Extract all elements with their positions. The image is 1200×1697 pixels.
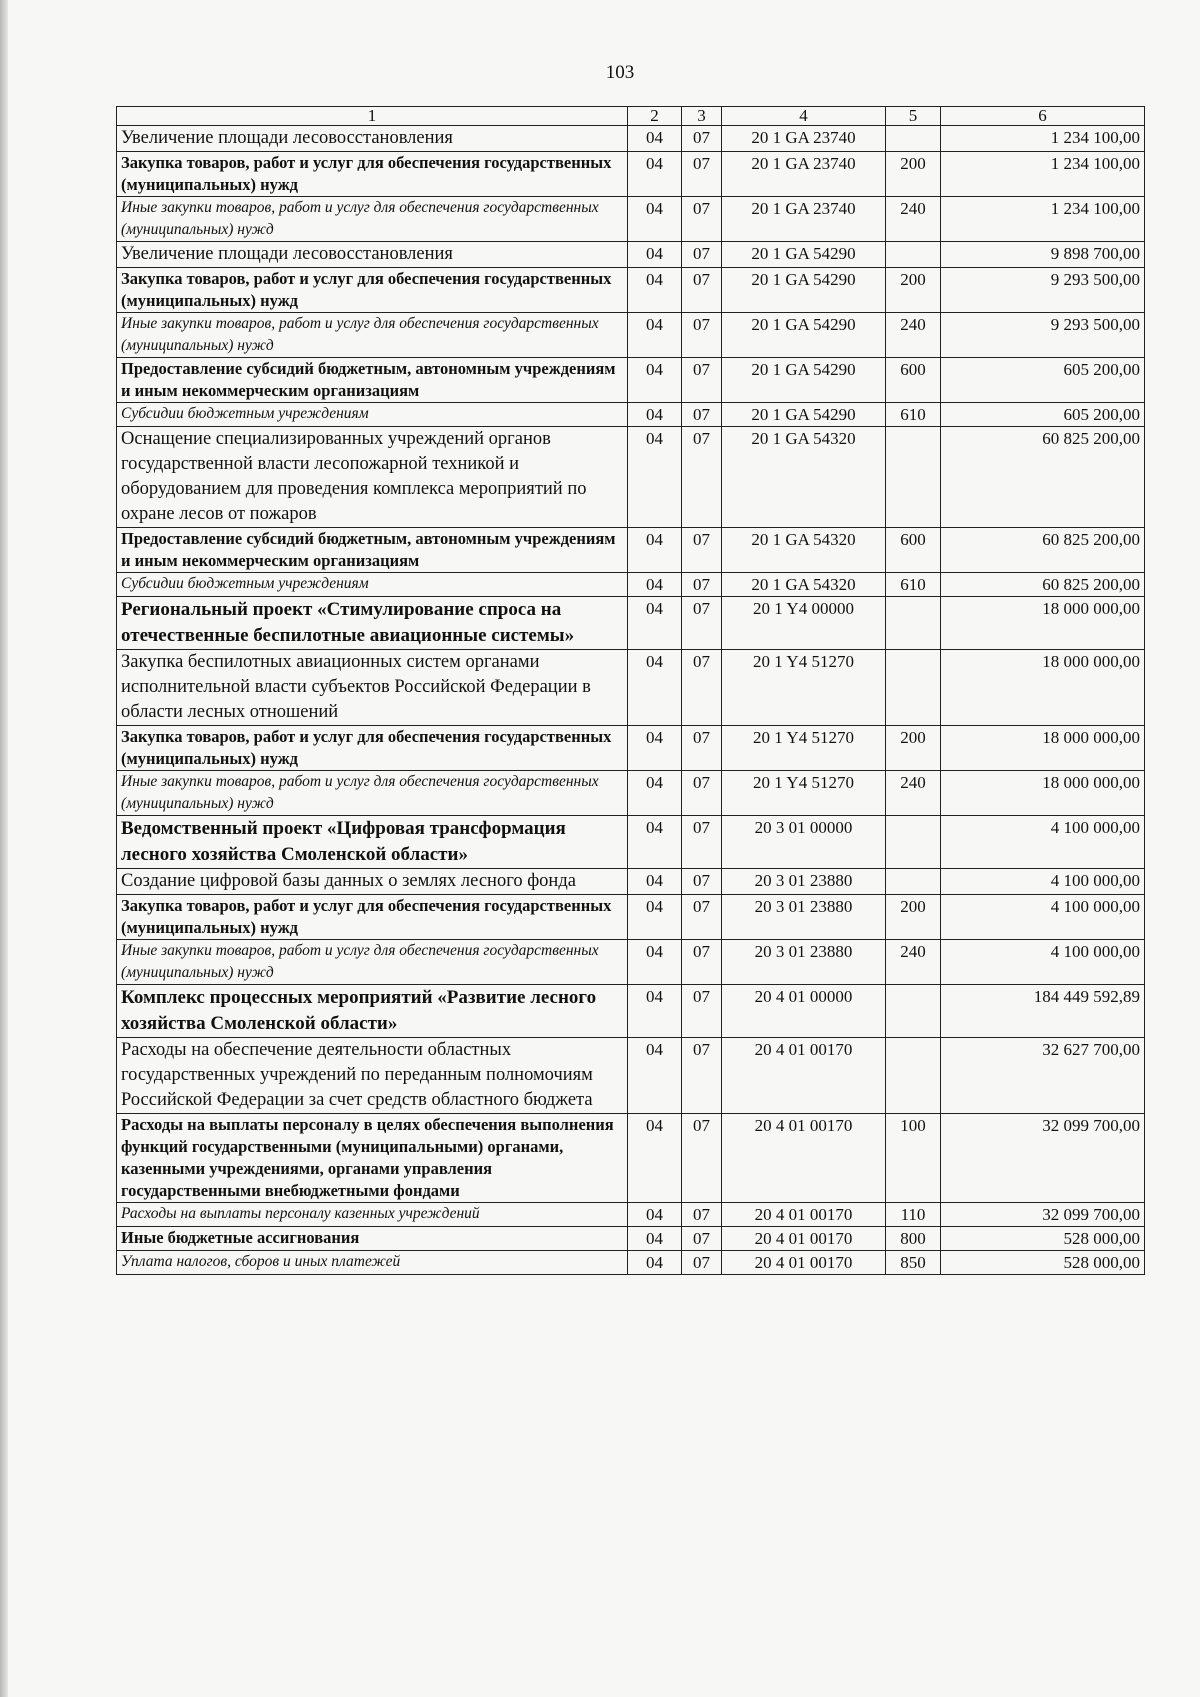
row-section-cell: 04 — [628, 268, 682, 313]
row-expense-type-cell — [886, 427, 941, 528]
row-subsection-cell: 07 — [682, 940, 722, 985]
row-expense-type-cell: 200 — [886, 895, 941, 940]
table-row — [117, 771, 1145, 816]
row-name-cell: Комплекс процессных мероприятий «Развитие лесного хозяйства Смоленской области» — [117, 985, 628, 1038]
row-amount-cell: 32 099 700,00 — [941, 1203, 1145, 1227]
row-amount-cell: 9 293 500,00 — [941, 313, 1145, 358]
row-amount-cell: 528 000,00 — [941, 1251, 1145, 1275]
row-target-code-cell: 20 1 Y4 51270 — [722, 771, 886, 816]
row-expense-type-cell: 800 — [886, 1227, 941, 1251]
table-row — [117, 1114, 1145, 1203]
row-section-cell: 04 — [628, 403, 682, 427]
row-subsection-cell: 07 — [682, 427, 722, 528]
row-subsection-cell: 07 — [682, 152, 722, 197]
row-section-cell: 04 — [628, 895, 682, 940]
row-section-cell: 04 — [628, 126, 682, 152]
row-section-cell: 04 — [628, 1251, 682, 1275]
row-name-cell: Закупка беспилотных авиационных систем органами исполнительной власти субъектов Российской Федерации в области лесных отношений — [117, 650, 628, 726]
row-section-cell: 04 — [628, 726, 682, 771]
row-amount-cell: 1 234 100,00 — [941, 197, 1145, 242]
table-row — [117, 126, 1145, 152]
row-target-code-cell: 20 1 Y4 00000 — [722, 597, 886, 650]
row-name-cell: Увеличение площади лесовосстановления — [117, 242, 628, 268]
table-row — [117, 597, 1145, 650]
row-target-code-cell: 20 3 01 00000 — [722, 816, 886, 869]
row-name-cell: Уплата налогов, сборов и иных платежей — [117, 1251, 628, 1275]
row-name-cell: Увеличение площади лесовосстановления — [117, 126, 628, 152]
row-subsection-cell: 07 — [682, 985, 722, 1038]
row-expense-type-cell: 200 — [886, 268, 941, 313]
row-subsection-cell: 07 — [682, 242, 722, 268]
row-amount-cell: 60 825 200,00 — [941, 528, 1145, 573]
row-amount-cell: 60 825 200,00 — [941, 573, 1145, 597]
row-amount-cell: 18 000 000,00 — [941, 771, 1145, 816]
table-row — [117, 197, 1145, 242]
row-expense-type-cell: 240 — [886, 940, 941, 985]
row-target-code-cell: 20 1 GA 23740 — [722, 126, 886, 152]
row-name-cell: Расходы на выплаты персоналу в целях обеспечения выполнения функций государственными (муниципальными) органами, казенными учреждениями, органами управления государственными внебюджетными фондами — [117, 1114, 628, 1203]
row-target-code-cell: 20 1 GA 54320 — [722, 427, 886, 528]
row-section-cell: 04 — [628, 597, 682, 650]
row-amount-cell: 9 293 500,00 — [941, 268, 1145, 313]
table-row — [117, 528, 1145, 573]
table-row — [117, 1227, 1145, 1251]
row-expense-type-cell — [886, 597, 941, 650]
row-section-cell: 04 — [628, 427, 682, 528]
row-amount-cell: 528 000,00 — [941, 1227, 1145, 1251]
header-cell-4: 4 — [722, 107, 886, 126]
row-name-cell: Закупка товаров, работ и услуг для обеспечения государственных (муниципальных) нужд — [117, 268, 628, 313]
row-subsection-cell: 07 — [682, 1038, 722, 1114]
row-target-code-cell: 20 4 01 00170 — [722, 1227, 886, 1251]
table-row — [117, 985, 1145, 1038]
row-subsection-cell: 07 — [682, 197, 722, 242]
row-expense-type-cell: 200 — [886, 726, 941, 771]
row-subsection-cell: 07 — [682, 597, 722, 650]
row-expense-type-cell: 200 — [886, 152, 941, 197]
row-amount-cell: 9 898 700,00 — [941, 242, 1145, 268]
row-expense-type-cell: 110 — [886, 1203, 941, 1227]
row-amount-cell: 4 100 000,00 — [941, 869, 1145, 895]
row-amount-cell: 32 627 700,00 — [941, 1038, 1145, 1114]
row-subsection-cell: 07 — [682, 1227, 722, 1251]
row-name-cell: Региональный проект «Стимулирование спроса на отечественные беспилотные авиационные системы» — [117, 597, 628, 650]
row-section-cell: 04 — [628, 242, 682, 268]
row-name-cell: Субсидии бюджетным учреждениям — [117, 573, 628, 597]
row-amount-cell: 60 825 200,00 — [941, 427, 1145, 528]
row-target-code-cell: 20 3 01 23880 — [722, 940, 886, 985]
table-row — [117, 403, 1145, 427]
table-row — [117, 1203, 1145, 1227]
row-expense-type-cell — [886, 650, 941, 726]
row-target-code-cell: 20 1 Y4 51270 — [722, 726, 886, 771]
row-subsection-cell: 07 — [682, 1251, 722, 1275]
row-subsection-cell: 07 — [682, 528, 722, 573]
header-cell-5: 5 — [886, 107, 941, 126]
row-target-code-cell: 20 1 GA 54290 — [722, 268, 886, 313]
row-amount-cell: 18 000 000,00 — [941, 726, 1145, 771]
row-expense-type-cell: 610 — [886, 573, 941, 597]
row-target-code-cell: 20 3 01 23880 — [722, 869, 886, 895]
row-subsection-cell: 07 — [682, 358, 722, 403]
row-name-cell: Закупка товаров, работ и услуг для обеспечения государственных (муниципальных) нужд — [117, 726, 628, 771]
table-row — [117, 152, 1145, 197]
row-section-cell: 04 — [628, 985, 682, 1038]
table-body — [117, 107, 1145, 1275]
table-row — [117, 573, 1145, 597]
row-expense-type-cell: 100 — [886, 1114, 941, 1203]
row-expense-type-cell — [886, 869, 941, 895]
row-expense-type-cell — [886, 126, 941, 152]
row-section-cell: 04 — [628, 528, 682, 573]
row-amount-cell: 1 234 100,00 — [941, 152, 1145, 197]
table-row — [117, 650, 1145, 726]
row-name-cell: Предоставление субсидий бюджетным, автономным учреждениям и иным некоммерческим организациям — [117, 358, 628, 403]
row-amount-cell: 18 000 000,00 — [941, 650, 1145, 726]
header-cell-6: 6 — [941, 107, 1145, 126]
row-subsection-cell: 07 — [682, 1114, 722, 1203]
row-name-cell: Расходы на обеспечение деятельности областных государственных учреждений по переданным полномочиям Российской Федерации за счет средств областного бюджета — [117, 1038, 628, 1114]
row-section-cell: 04 — [628, 650, 682, 726]
table-row — [117, 242, 1145, 268]
row-amount-cell: 605 200,00 — [941, 358, 1145, 403]
header-cell-2: 2 — [628, 107, 682, 126]
row-expense-type-cell — [886, 242, 941, 268]
row-section-cell: 04 — [628, 940, 682, 985]
row-section-cell: 04 — [628, 197, 682, 242]
row-name-cell: Закупка товаров, работ и услуг для обеспечения государственных (муниципальных) нужд — [117, 152, 628, 197]
row-amount-cell: 32 099 700,00 — [941, 1114, 1145, 1203]
row-expense-type-cell: 610 — [886, 403, 941, 427]
row-subsection-cell: 07 — [682, 313, 722, 358]
table-row — [117, 726, 1145, 771]
row-section-cell: 04 — [628, 573, 682, 597]
table-row — [117, 816, 1145, 869]
row-name-cell: Иные бюджетные ассигнования — [117, 1227, 628, 1251]
table-row — [117, 358, 1145, 403]
row-name-cell: Оснащение специализированных учреждений органов государственной власти лесопожарной техникой и оборудованием для проведения комплекса мероприятий по охране лесов от пожаров — [117, 427, 628, 528]
row-section-cell: 04 — [628, 313, 682, 358]
row-section-cell: 04 — [628, 816, 682, 869]
row-name-cell: Предоставление субсидий бюджетным, автономным учреждениям и иным некоммерческим организациям — [117, 528, 628, 573]
row-name-cell: Создание цифровой базы данных о землях лесного фонда — [117, 869, 628, 895]
row-target-code-cell: 20 1 GA 54290 — [722, 313, 886, 358]
row-target-code-cell: 20 1 GA 23740 — [722, 197, 886, 242]
row-name-cell: Иные закупки товаров, работ и услуг для обеспечения государственных (муниципальных) нужд — [117, 197, 628, 242]
row-expense-type-cell — [886, 985, 941, 1038]
row-expense-type-cell — [886, 816, 941, 869]
table-row — [117, 313, 1145, 358]
row-name-cell: Иные закупки товаров, работ и услуг для обеспечения государственных (муниципальных) нужд — [117, 313, 628, 358]
row-section-cell: 04 — [628, 869, 682, 895]
row-subsection-cell: 07 — [682, 126, 722, 152]
row-amount-cell: 18 000 000,00 — [941, 597, 1145, 650]
row-section-cell: 04 — [628, 1038, 682, 1114]
row-amount-cell: 1 234 100,00 — [941, 126, 1145, 152]
row-section-cell: 04 — [628, 1203, 682, 1227]
row-target-code-cell: 20 4 01 00170 — [722, 1114, 886, 1203]
row-amount-cell: 605 200,00 — [941, 403, 1145, 427]
row-subsection-cell: 07 — [682, 816, 722, 869]
row-section-cell: 04 — [628, 771, 682, 816]
row-expense-type-cell: 240 — [886, 313, 941, 358]
row-target-code-cell: 20 4 01 00170 — [722, 1251, 886, 1275]
row-section-cell: 04 — [628, 1114, 682, 1203]
row-target-code-cell: 20 1 GA 54290 — [722, 242, 886, 268]
table-row — [117, 427, 1145, 528]
row-name-cell: Расходы на выплаты персоналу казенных учреждений — [117, 1203, 628, 1227]
scan-edge — [0, 0, 8, 1697]
row-name-cell: Субсидии бюджетным учреждениям — [117, 403, 628, 427]
row-subsection-cell: 07 — [682, 1203, 722, 1227]
row-target-code-cell: 20 1 GA 54320 — [722, 573, 886, 597]
row-amount-cell: 4 100 000,00 — [941, 940, 1145, 985]
table-row — [117, 895, 1145, 940]
row-subsection-cell: 07 — [682, 403, 722, 427]
row-expense-type-cell: 850 — [886, 1251, 941, 1275]
row-expense-type-cell: 240 — [886, 771, 941, 816]
row-expense-type-cell — [886, 1038, 941, 1114]
row-target-code-cell: 20 4 01 00170 — [722, 1038, 886, 1114]
row-amount-cell: 184 449 592,89 — [941, 985, 1145, 1038]
row-amount-cell: 4 100 000,00 — [941, 895, 1145, 940]
row-subsection-cell: 07 — [682, 573, 722, 597]
row-expense-type-cell: 600 — [886, 358, 941, 403]
table-row — [117, 268, 1145, 313]
row-subsection-cell: 07 — [682, 268, 722, 313]
row-section-cell: 04 — [628, 1227, 682, 1251]
row-section-cell: 04 — [628, 152, 682, 197]
row-subsection-cell: 07 — [682, 771, 722, 816]
row-expense-type-cell: 600 — [886, 528, 941, 573]
row-name-cell: Иные закупки товаров, работ и услуг для обеспечения государственных (муниципальных) нужд — [117, 771, 628, 816]
row-section-cell: 04 — [628, 358, 682, 403]
row-subsection-cell: 07 — [682, 726, 722, 771]
row-expense-type-cell: 240 — [886, 197, 941, 242]
table-row — [117, 940, 1145, 985]
row-name-cell: Закупка товаров, работ и услуг для обеспечения государственных (муниципальных) нужд — [117, 895, 628, 940]
row-target-code-cell: 20 1 Y4 51270 — [722, 650, 886, 726]
row-name-cell: Ведомственный проект «Цифровая трансформация лесного хозяйства Смоленской области» — [117, 816, 628, 869]
row-target-code-cell: 20 4 01 00000 — [722, 985, 886, 1038]
row-target-code-cell: 20 4 01 00170 — [722, 1203, 886, 1227]
header-cell-3: 3 — [682, 107, 722, 126]
row-subsection-cell: 07 — [682, 869, 722, 895]
row-target-code-cell: 20 1 GA 54320 — [722, 528, 886, 573]
budget-table — [116, 106, 1145, 1275]
table-row — [117, 869, 1145, 895]
table-row — [117, 1038, 1145, 1114]
row-amount-cell: 4 100 000,00 — [941, 816, 1145, 869]
row-target-code-cell: 20 3 01 23880 — [722, 895, 886, 940]
row-target-code-cell: 20 1 GA 23740 — [722, 152, 886, 197]
header-cell-1: 1 — [117, 107, 628, 126]
row-name-cell: Иные закупки товаров, работ и услуг для обеспечения государственных (муниципальных) нужд — [117, 940, 628, 985]
row-subsection-cell: 07 — [682, 650, 722, 726]
row-subsection-cell: 07 — [682, 895, 722, 940]
header-row — [117, 107, 1145, 126]
table-row — [117, 1251, 1145, 1275]
page-number: 103 — [605, 62, 635, 83]
row-target-code-cell: 20 1 GA 54290 — [722, 358, 886, 403]
row-target-code-cell: 20 1 GA 54290 — [722, 403, 886, 427]
